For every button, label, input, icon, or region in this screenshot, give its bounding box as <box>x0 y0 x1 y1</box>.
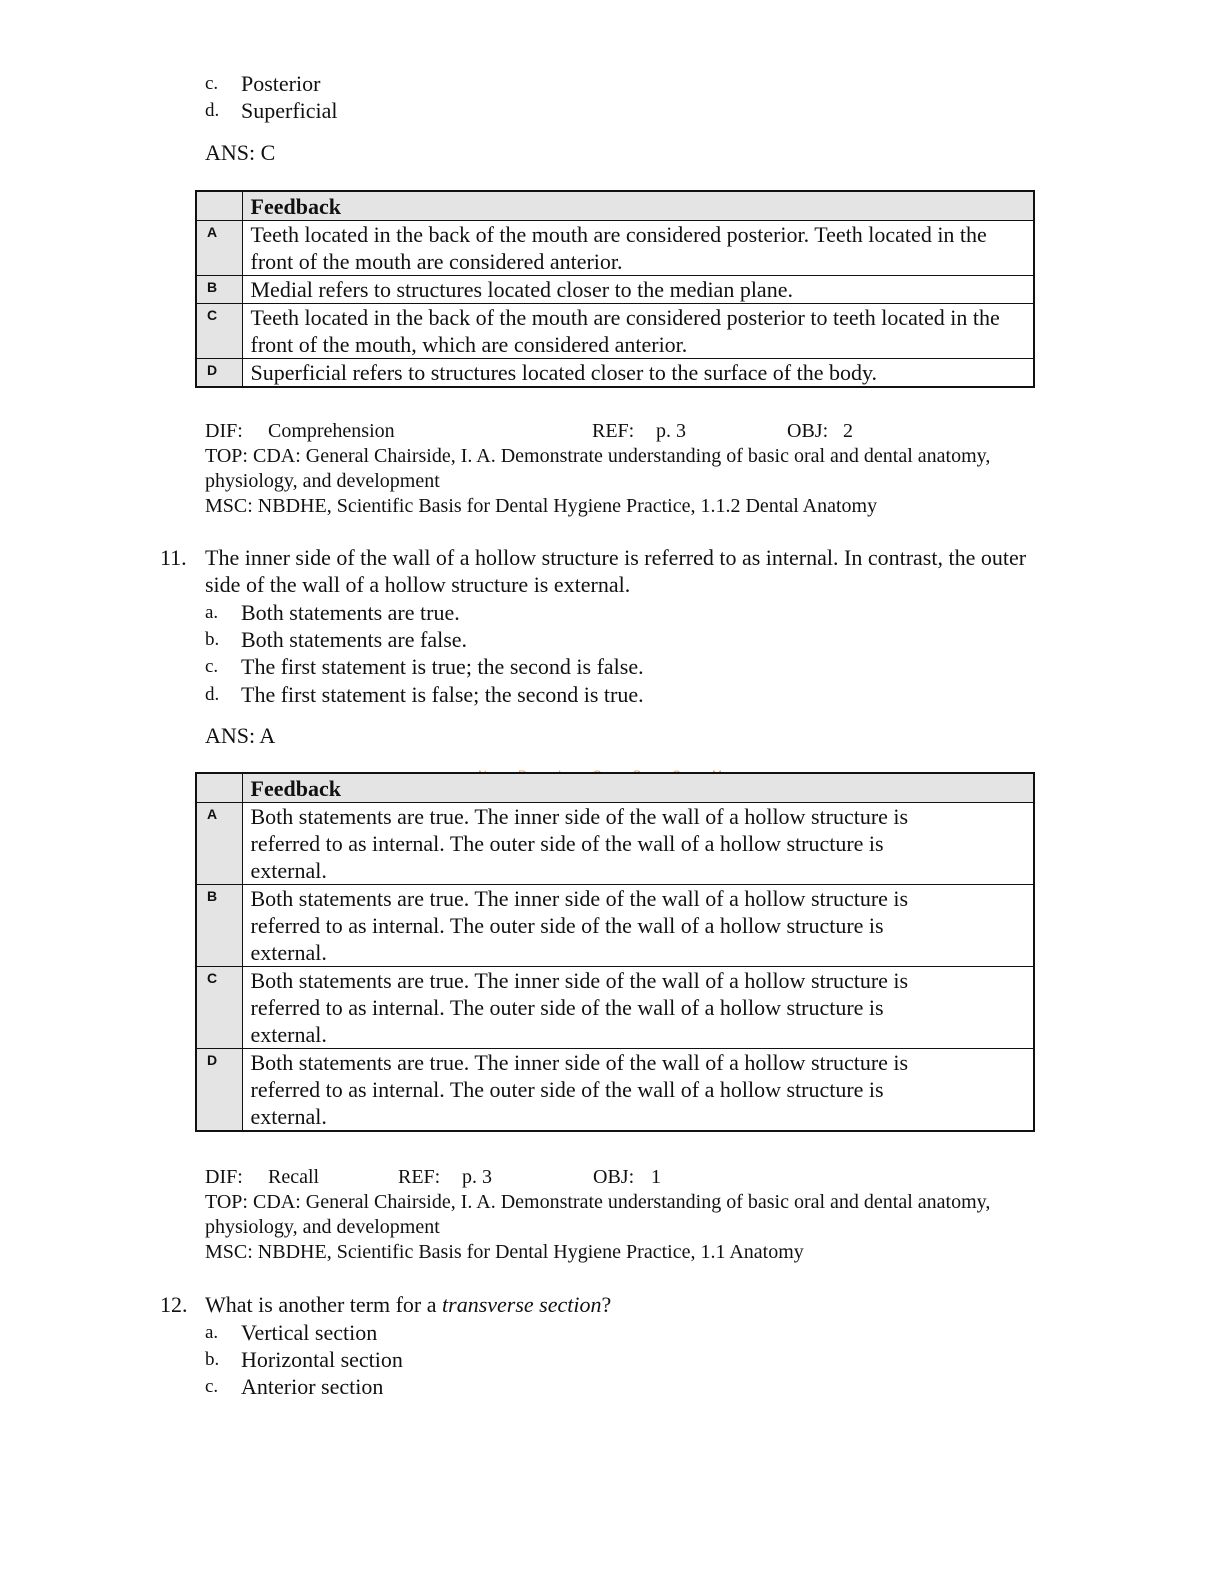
option-text: Both statements are true. <box>241 600 460 625</box>
feedback-letter: B <box>196 276 242 304</box>
obj-value: 1 <box>651 1166 661 1188</box>
stem-prefix: What is another term for a <box>205 1292 443 1317</box>
feedback-header: Feedback <box>242 191 1034 221</box>
topic-line: physiology, and development <box>205 1216 440 1238</box>
option-text: Anterior section <box>241 1374 384 1399</box>
dif-value: Comprehension <box>268 420 395 442</box>
feedback-text: Teeth located in the back of the mouth are considered posterior. Teeth located in the front of the mouth are considered anterior. <box>242 221 1034 276</box>
answer-line: ANS: C <box>205 140 276 165</box>
obj-value: 2 <box>843 420 853 442</box>
feedback-header-corner <box>196 773 242 803</box>
option-text: Horizontal section <box>241 1347 403 1372</box>
option-letter: a. <box>205 602 219 623</box>
option-letter: c. <box>205 1376 219 1397</box>
feedback-letter: A <box>196 221 242 276</box>
question-stem: The inner side of the wall of a hollow structure is referred to as internal. In contrast, the outer <box>205 545 1027 570</box>
ref-value: p. 3 <box>656 420 686 442</box>
stem-suffix: ? <box>601 1292 612 1317</box>
obj-label: OBJ: <box>787 420 829 442</box>
option-letter: b. <box>205 629 220 650</box>
question-number: 11. <box>160 545 187 570</box>
option-text: Superficial <box>241 98 338 123</box>
dif-label: DIF: <box>205 420 243 442</box>
option-letter: d. <box>205 100 220 121</box>
option-letter: a. <box>205 1322 219 1343</box>
msc-line: MSC: NBDHE, Scientific Basis for Dental Hygiene Practice, 1.1 Anatomy <box>205 1241 804 1263</box>
dif-label: DIF: <box>205 1166 243 1188</box>
feedback-header-corner <box>196 191 242 221</box>
option-text: Posterior <box>241 71 321 96</box>
feedback-table <box>195 772 1035 1132</box>
feedback-table <box>195 190 1035 388</box>
option-letter: c. <box>205 73 219 94</box>
feedback-text: Medial refers to structures located closer to the median plane. <box>242 276 1034 304</box>
option-text: Both statements are false. <box>241 627 468 652</box>
feedback-text: Superficial refers to structures located closer to the surface of the body. <box>242 359 1034 388</box>
feedback-letter: C <box>196 304 242 359</box>
feedback-text: Teeth located in the back of the mouth are considered posterior to teeth located in the front of the mouth, which are considered anterior. <box>242 304 1034 359</box>
question-stem <box>205 1291 611 1319</box>
answer-line: ANS: A <box>205 723 276 748</box>
option-letter: d. <box>205 684 220 705</box>
feedback-text: Both statements are true. The inner side of the wall of a hollow structure is referred to as internal. The outer side of the wall of a hollow structure is external. <box>242 1049 1034 1132</box>
stem-italic-term: transverse section <box>442 1292 602 1317</box>
dif-value: Recall <box>268 1166 320 1188</box>
feedback-header: Feedback <box>242 773 1034 803</box>
feedback-text: Both statements are true. The inner side of the wall of a hollow structure is referred to as internal. The outer side of the wall of a hollow structure is external. <box>242 967 1034 1049</box>
option-text: Vertical section <box>241 1320 378 1345</box>
feedback-text: Both statements are true. The inner side of the wall of a hollow structure is referred to as internal. The outer side of the wall of a hollow structure is external. <box>242 885 1034 967</box>
ref-value: p. 3 <box>462 1166 492 1188</box>
feedback-letter: C <box>196 967 242 1049</box>
ref-label: REF: <box>398 1166 441 1188</box>
question-stem: side of the wall of a hollow structure is external. <box>205 572 631 597</box>
feedback-letter: A <box>196 803 242 885</box>
obj-label: OBJ: <box>593 1166 635 1188</box>
feedback-text: Both statements are true. The inner side of the wall of a hollow structure is referred to as internal. The outer side of the wall of a hollow structure is external. <box>242 803 1034 885</box>
option-text: The first statement is true; the second is false. <box>241 654 644 679</box>
feedback-letter: D <box>196 1049 242 1132</box>
option-letter: b. <box>205 1349 220 1370</box>
feedback-letter: D <box>196 359 242 388</box>
msc-line: MSC: NBDHE, Scientific Basis for Dental Hygiene Practice, 1.1.2 Dental Anatomy <box>205 495 878 517</box>
option-letter: c. <box>205 656 219 677</box>
topic-line: TOP: CDA: General Chairside, I. A. Demonstrate understanding of basic oral and dental anatomy, <box>205 445 991 467</box>
question-number: 12. <box>160 1292 188 1317</box>
option-text: The first statement is false; the second is true. <box>241 682 644 707</box>
topic-line: TOP: CDA: General Chairside, I. A. Demonstrate understanding of basic oral and dental anatomy, <box>205 1191 991 1213</box>
ref-label: REF: <box>592 420 635 442</box>
topic-line: physiology, and development <box>205 470 440 492</box>
feedback-letter: B <box>196 885 242 967</box>
